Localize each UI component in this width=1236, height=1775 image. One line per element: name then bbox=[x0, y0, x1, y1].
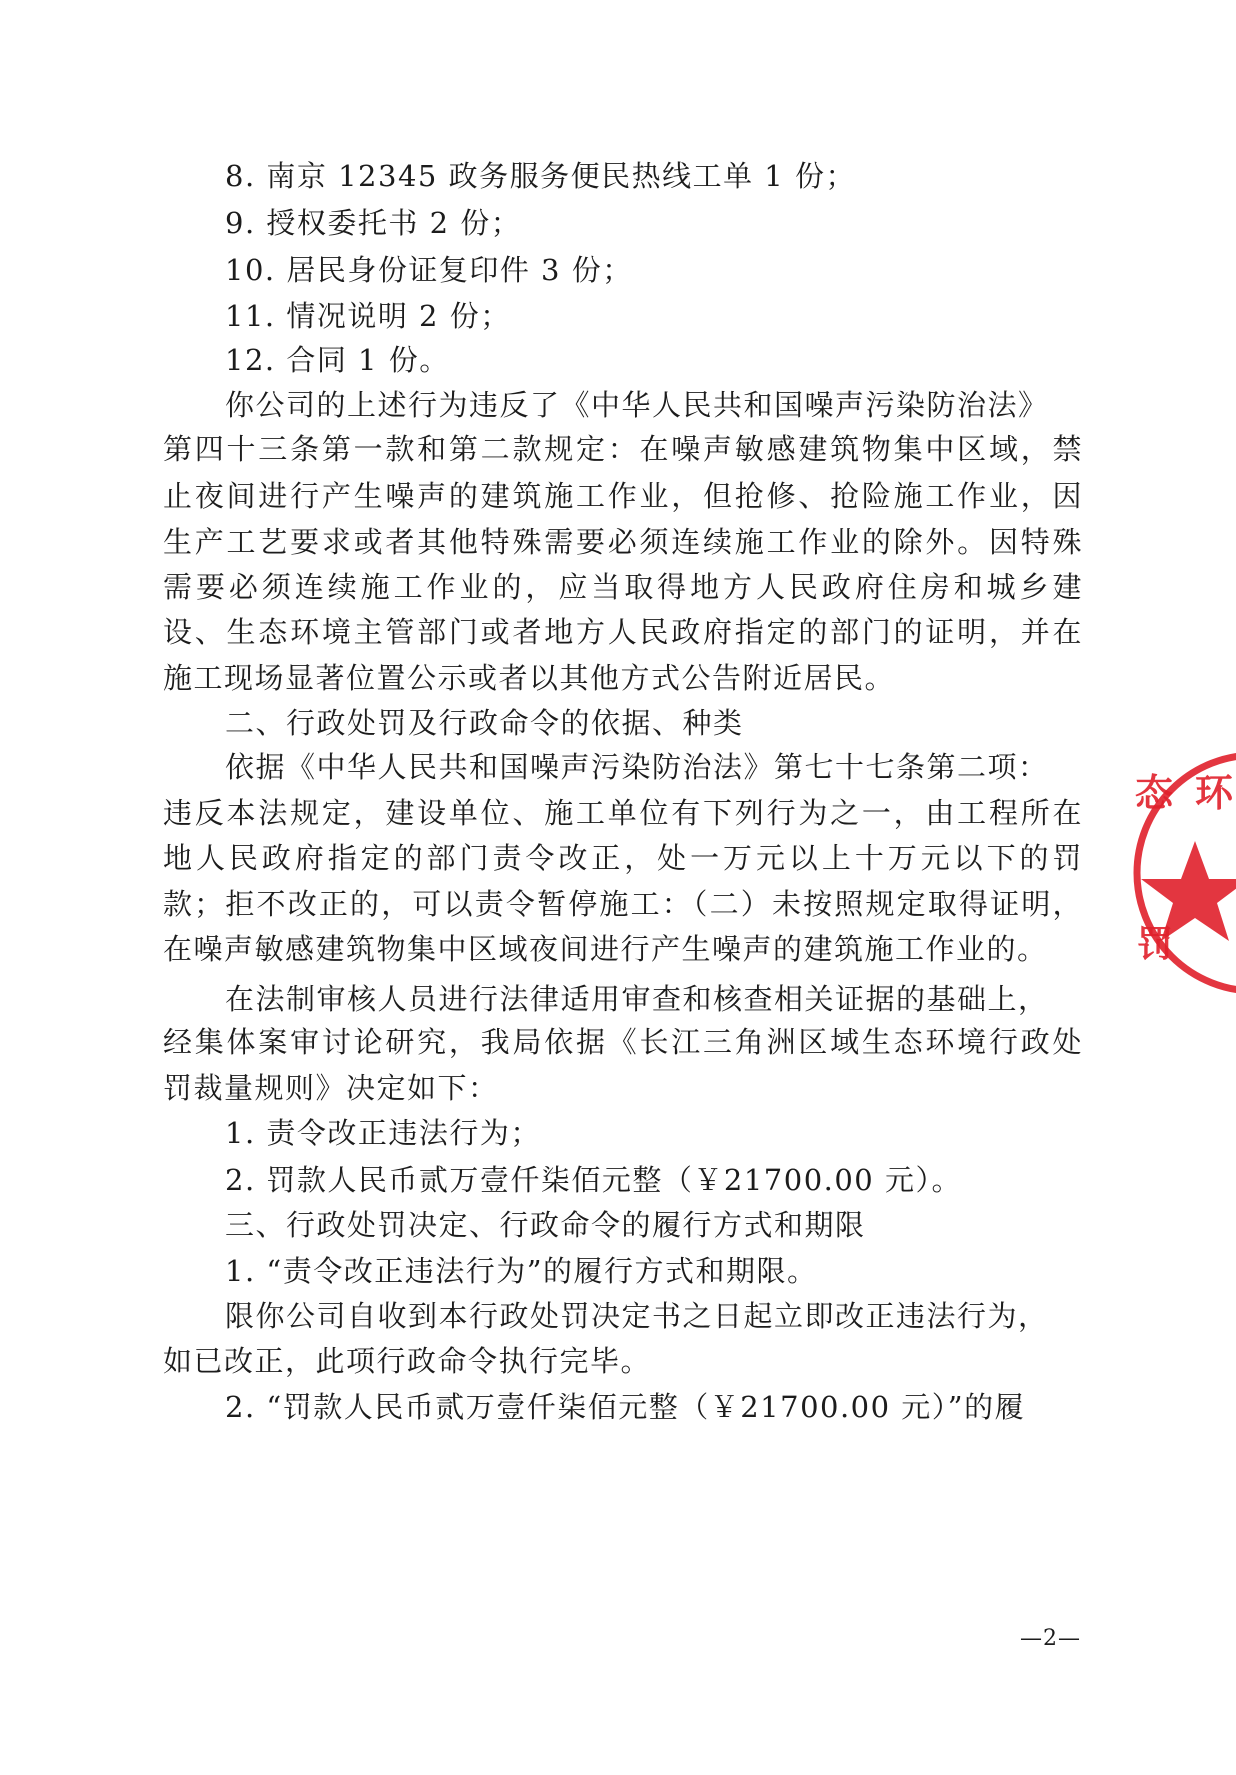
paragraph-decision-line: 在法制审核人员进行法律适用审查和核查相关证据的基础上， bbox=[225, 982, 1049, 1016]
page-number: —2— bbox=[1020, 1626, 1081, 1651]
paragraph-basis-line: 违反本法规定，建设单位、施工单位有下列行为之一，由工程所在 bbox=[163, 796, 1083, 830]
decision-item-1: 1. 责令改正违法行为； bbox=[225, 1116, 541, 1150]
paragraph-violation-line: 第四十三条第一款和第二款规定：在噪声敏感建筑物集中区域，禁 bbox=[163, 432, 1083, 466]
paragraph-violation-line: 止夜间进行产生噪声的建筑施工作业，但抢修、抢险施工作业，因 bbox=[163, 479, 1083, 513]
attachment-item-8: 8. 南京 12345 政务服务便民热线工单 1 份； bbox=[225, 159, 856, 193]
svg-text:罚: 罚 bbox=[1137, 924, 1174, 965]
paragraph-violation-line: 需要必须连续施工作业的，应当取得地方人民政府住房和城乡建 bbox=[163, 570, 1083, 604]
performance-item-2-title: 2. “罚款人民币贰万壹仟柒佰元整（￥21700.00 元）”的履 bbox=[225, 1390, 1026, 1424]
paragraph-basis-line: 款；拒不改正的，可以责令暂停施工：（二）未按照规定取得证明， bbox=[163, 887, 1083, 921]
paragraph-basis-line: 地人民政府指定的部门责令改正，处一万元以上十万元以下的罚 bbox=[163, 841, 1083, 875]
paragraph-violation-line: 生产工艺要求或者其他特殊需要必须连续施工作业的除外。因特殊 bbox=[163, 525, 1083, 559]
svg-text:环: 环 bbox=[1195, 771, 1234, 815]
attachment-item-12: 12. 合同 1 份。 bbox=[225, 343, 450, 377]
attachment-item-11: 11. 情况说明 2 份； bbox=[225, 299, 511, 333]
performance-item-1-title: 1. “责令改正违法行为”的履行方式和期限。 bbox=[225, 1254, 818, 1288]
paragraph-violation-line: 你公司的上述行为违反了《中华人民共和国噪声污染防治法》 bbox=[225, 388, 1049, 422]
decision-item-2: 2. 罚款人民币贰万壹仟柒佰元整（￥21700.00 元）。 bbox=[225, 1163, 962, 1197]
section-heading-2: 二、行政处罚及行政命令的依据、种类 bbox=[225, 706, 744, 740]
seal-graphic bbox=[1115, 738, 1236, 1010]
paragraph-performance-line: 如已改正，此项行政命令执行完毕。 bbox=[163, 1344, 652, 1378]
attachment-item-10: 10. 居民身份证复印件 3 份； bbox=[225, 253, 633, 287]
paragraph-performance-line: 限你公司自收到本行政处罚决定书之日起立即改正违法行为， bbox=[225, 1299, 1049, 1333]
official-seal bbox=[1115, 738, 1236, 1010]
paragraph-basis-line: 在噪声敏感建筑物集中区域夜间进行产生噪声的建筑施工作业的。 bbox=[163, 932, 1048, 966]
section-heading-3: 三、行政处罚决定、行政命令的履行方式和期限 bbox=[225, 1208, 866, 1242]
paragraph-violation-line: 设、生态环境主管部门或者地方人民政府指定的部门的证明，并在 bbox=[163, 615, 1083, 649]
paragraph-decision-line: 罚裁量规则》决定如下： bbox=[163, 1071, 499, 1105]
paragraph-violation-line: 施工现场显著位置公示或者以其他方式公告附近居民。 bbox=[163, 661, 896, 695]
paragraph-decision-line: 经集体案审讨论研究，我局依据《长江三角洲区域生态环境行政处 bbox=[163, 1025, 1083, 1059]
svg-text:态: 态 bbox=[1135, 771, 1174, 815]
paragraph-basis-line: 依据《中华人民共和国噪声污染防治法》第七十七条第二项： bbox=[225, 750, 1049, 784]
attachment-item-9: 9. 授权委托书 2 份； bbox=[225, 206, 522, 240]
